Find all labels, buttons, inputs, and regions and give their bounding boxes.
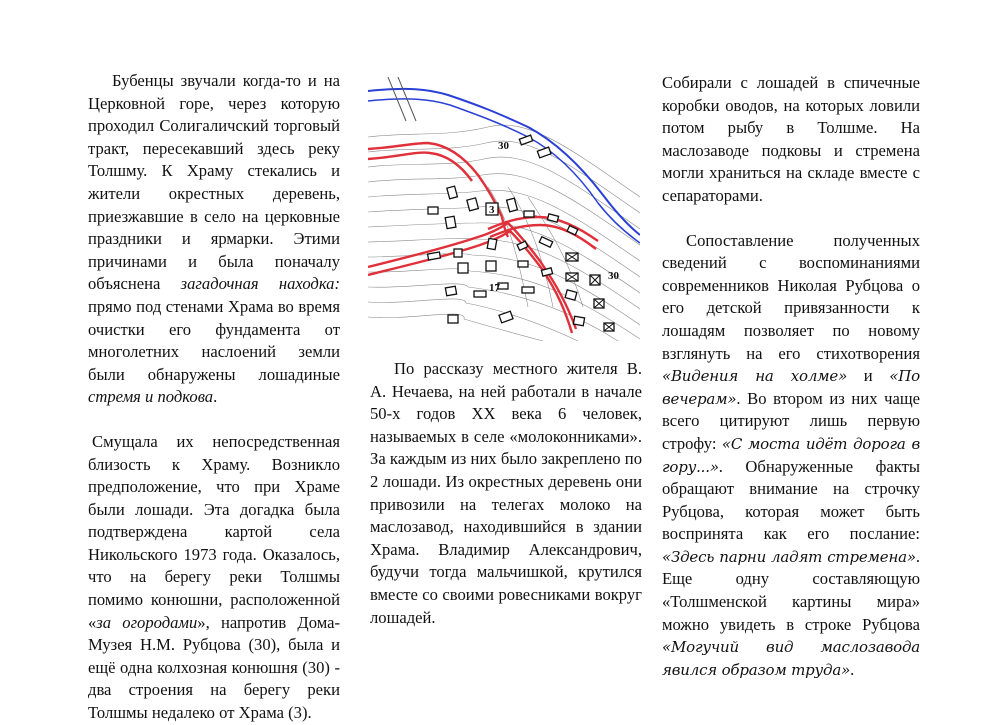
paragraph: Собирали с лошадей в спичечные коробки оводов, на которых ловили потом рыбу в Толшме. На маслозаводе подковы и стремена могли храниться на складе вместе с сепараторами. [662, 73, 920, 205]
text-column-left [88, 70, 340, 725]
emphasis: загадочная находка: [180, 274, 340, 294]
poem-title: «По вечерам» [662, 367, 920, 408]
paragraph: По рассказу местного жителя В. А. Нечаева, на ней работали в начале 50-х годов XX века 6 человек, называемых в селе «молоконниками». За каждым из них было закреплено по 2 лошади. Из окрестных деревень они привозили на телегах молоко на маслозавод, находившийся в здании Храма. Владимир Александрович, будучи тогда мальчишкой, крутился вместе со своими ровесниками вокруг лошадей. [370, 359, 642, 627]
river-bank-outer [368, 89, 640, 235]
paragraph: Сопоставление полученных сведений с воспоминаниями современников Николая Рубцова о его детской привязанности к лошадям позволяет по новому взглянуть на его стихотворения «Видения на холме» и «По вечерам». Во втором из них чаще всего цитируют лишь первую строфу: «С моста идёт дорога в гору...». Обнаруженные факты обращают внимание на строчку Рубцова, которая может быть воспринята как его послание: «Здесь парни ладят стремена». Еще одну составляющую «Толшменской картины мира» можно увидеть в строке Рубцова «Могучий вид маслозавода явился образом труда». [662, 230, 920, 679]
emphasis: за огородами [96, 612, 198, 632]
map-label-3: 3 [489, 204, 495, 216]
poem-quote: «С моста идёт дорога в гору...» [662, 434, 920, 476]
text-column-middle [370, 358, 642, 629]
poem-quote: «Здесь парни ладят стремена» [662, 547, 916, 566]
paragraph: Смущала их непосредственная близость к Храму. Возникло предположение, что при Храме были лошади. Эта догадка была подтверждена картой села Никольского 1973 года. Оказалось, что на берегу реки Толшмы помимо конюшни, расположенной «за огородами», напротив Дома-Музея Н.М. Рубцова (30), была и ещё одна колхозная конюшня (30) - два строения на берегу реки Толшмы недалеко от Храма (3). [88, 431, 340, 723]
emphasis: стремя и подкова [88, 387, 214, 407]
map-label-30-right: 30 [608, 270, 619, 282]
text-column-right [662, 72, 920, 681]
map-label-17: 17 [489, 282, 500, 294]
roads [368, 143, 598, 333]
village-map [368, 77, 640, 341]
poem-title: «Видения на холме» [662, 367, 848, 386]
poem-quote: «Могучий вид маслозавода явился образом труда» [662, 638, 920, 679]
map-label-30-top: 30 [498, 140, 509, 152]
paragraph: Бубенцы звучали когда-то и на Церковной горе, через которую проходил Солигаличский торговый тракт, пересекавший здесь реку Толшму. К Храму стекались и жители окрестных деревень, приезжавшие в село на церковные праздники и ярмарки. Этими причинами и была поначалу объяснена загадочная находка: прямо под стенами Храма во время очистки его фундамента от многолетних наслоений земли были обнаружены лошадиные стремя и подкова. [88, 71, 340, 407]
